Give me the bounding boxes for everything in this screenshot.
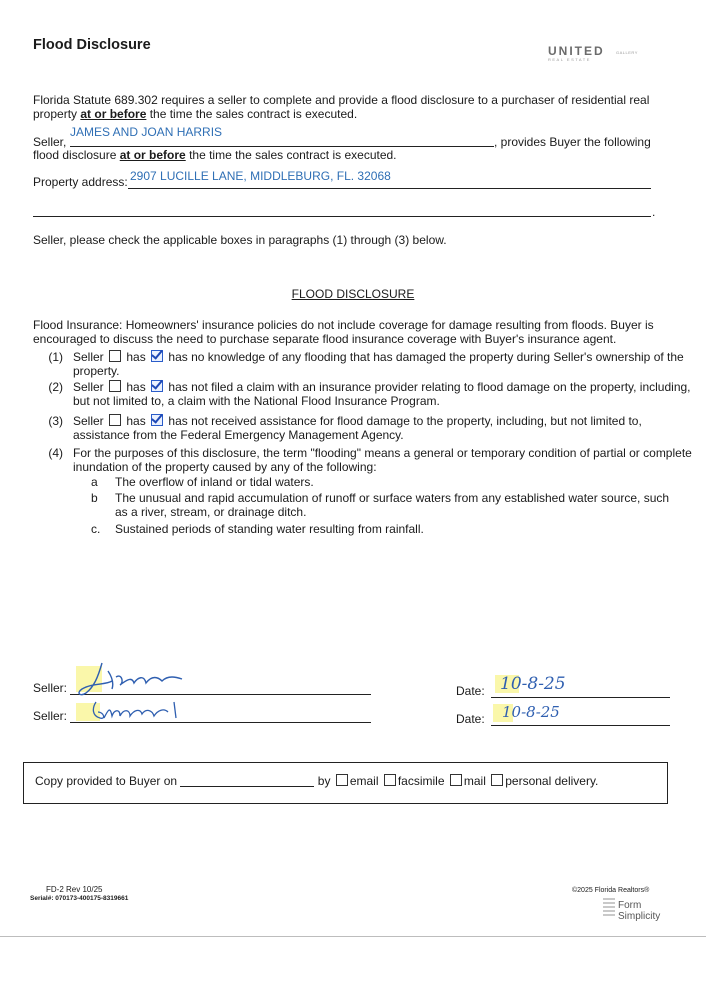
disclosure-item-2: (2) Seller has has not filed a claim with an insurance provider relating to flood damage on the property, including, but not limited to, a claim with the National Flood Insurance Program. <box>48 380 691 408</box>
sub-b-cont: as a river, stream, or drainage ditch. <box>115 505 307 519</box>
date2-field[interactable]: 10-8-25 <box>502 703 560 721</box>
sub-a-text: The overflow of inland or tidal waters. <box>115 475 314 489</box>
copy-provided-box <box>23 762 668 804</box>
item2-has-checkbox[interactable] <box>109 380 121 392</box>
serial-number: Serial#: 070173-400175-8319661 <box>30 895 129 902</box>
sub-c-letter: c. <box>91 522 101 536</box>
seller-line2: flood disclosure at or before the time the sales contract is executed. <box>33 148 397 162</box>
property-end: . <box>652 205 656 219</box>
copyright: ©2025 Florida Realtors® <box>572 887 650 894</box>
property-line <box>128 187 651 189</box>
sub-c-text: Sustained periods of standing water resulting from rainfall. <box>115 522 424 536</box>
item3-has-checkbox[interactable] <box>109 414 121 426</box>
date2-line <box>491 724 670 726</box>
date1-line <box>491 696 670 698</box>
seller-suffix: , provides Buyer the following <box>494 135 651 149</box>
form-simplicity-icon <box>603 898 611 918</box>
item1-has-checkbox[interactable] <box>109 350 121 362</box>
date1-field[interactable]: 10-8-25 <box>500 674 566 694</box>
property-label: Property address: <box>33 175 128 189</box>
seller-name-line <box>70 145 494 147</box>
disclosure-item-1: (1) Seller has has no knowledge of any flooding that has damaged the property during Seller's ownership of the property. <box>48 350 684 378</box>
date1-label: Date: <box>456 684 485 698</box>
seller2-signature[interactable] <box>90 698 190 728</box>
date2-label: Date: <box>456 712 485 726</box>
logo-text: UNITED <box>548 44 605 58</box>
sub-a-letter: a <box>91 475 98 489</box>
property-line-2 <box>33 215 651 217</box>
brokerage-logo <box>548 44 648 62</box>
seller2-label: Seller: <box>33 709 68 723</box>
seller1-label: Seller: <box>33 681 68 695</box>
disclosure-item-3: (3) Seller has has not received assistance for flood damage to the property, including, but not limited to, assistance from the Federal Emergency Management Agency. <box>48 414 642 442</box>
copy-provided-row: Copy provided to Buyer on by email facsimile mail personal delivery. <box>35 774 599 788</box>
item1-has-not-checkbox[interactable] <box>151 350 163 362</box>
form-simplicity-logo: Form Simplicity <box>618 900 661 922</box>
scan-edge <box>0 936 706 937</box>
property-address-field[interactable]: 2907 LUCILLE LANE, MIDDLEBURG, FL. 32068 <box>130 169 391 183</box>
form-id: FD-2 Rev 10/25 <box>46 885 103 894</box>
logo-sub: GALLERY <box>616 50 638 55</box>
instruction: Seller, please check the applicable boxes in paragraphs (1) through (3) below. <box>33 233 447 247</box>
item2-has-not-checkbox[interactable] <box>151 380 163 392</box>
statute-intro: Florida Statute 689.302 requires a seller to complete and provide a flood disclosure to a purchaser of residential real property at or before the time the sales contract is executed. <box>33 93 650 121</box>
item3-has-not-checkbox[interactable] <box>151 414 163 426</box>
personal-delivery-checkbox[interactable] <box>491 774 503 786</box>
seller1-signature[interactable] <box>72 655 192 703</box>
seller-name-field[interactable]: JAMES AND JOAN HARRIS <box>70 125 223 139</box>
disclosure-item-4: (4) For the purposes of this disclosure, the term "flooding" means a general or temporary condition of partial or complete inundation of the property caused by any of the following: a The overflow of inland or tidal waters. b The unusual and rapid accumulation of runoff or surface waters from any established water source, such as a river, stream, or drainage ditch. c. Sustained periods of standing water resulting from rainfall. <box>48 446 692 536</box>
page-title: Flood Disclosure <box>33 37 151 53</box>
insurance-paragraph: Flood Insurance: Homeowners' insurance policies do not include coverage for damage resulting from floods. Buyer is encouraged to discuss the need to purchase separate flood insurance coverage with Buyer's insurance agent. <box>33 318 654 346</box>
copy-date-field[interactable] <box>180 785 314 787</box>
sub-b-text: The unusual and rapid accumulation of runoff or surface waters from any established water source, such <box>115 491 670 505</box>
disclosure-heading: FLOOD DISCLOSURE <box>291 287 415 301</box>
facsimile-checkbox[interactable] <box>384 774 396 786</box>
logo-tag: REAL ESTATE <box>548 57 591 62</box>
mail-checkbox[interactable] <box>450 774 462 786</box>
sub-b-letter: b <box>91 491 98 505</box>
seller-label: Seller, <box>33 135 67 149</box>
email-checkbox[interactable] <box>336 774 348 786</box>
